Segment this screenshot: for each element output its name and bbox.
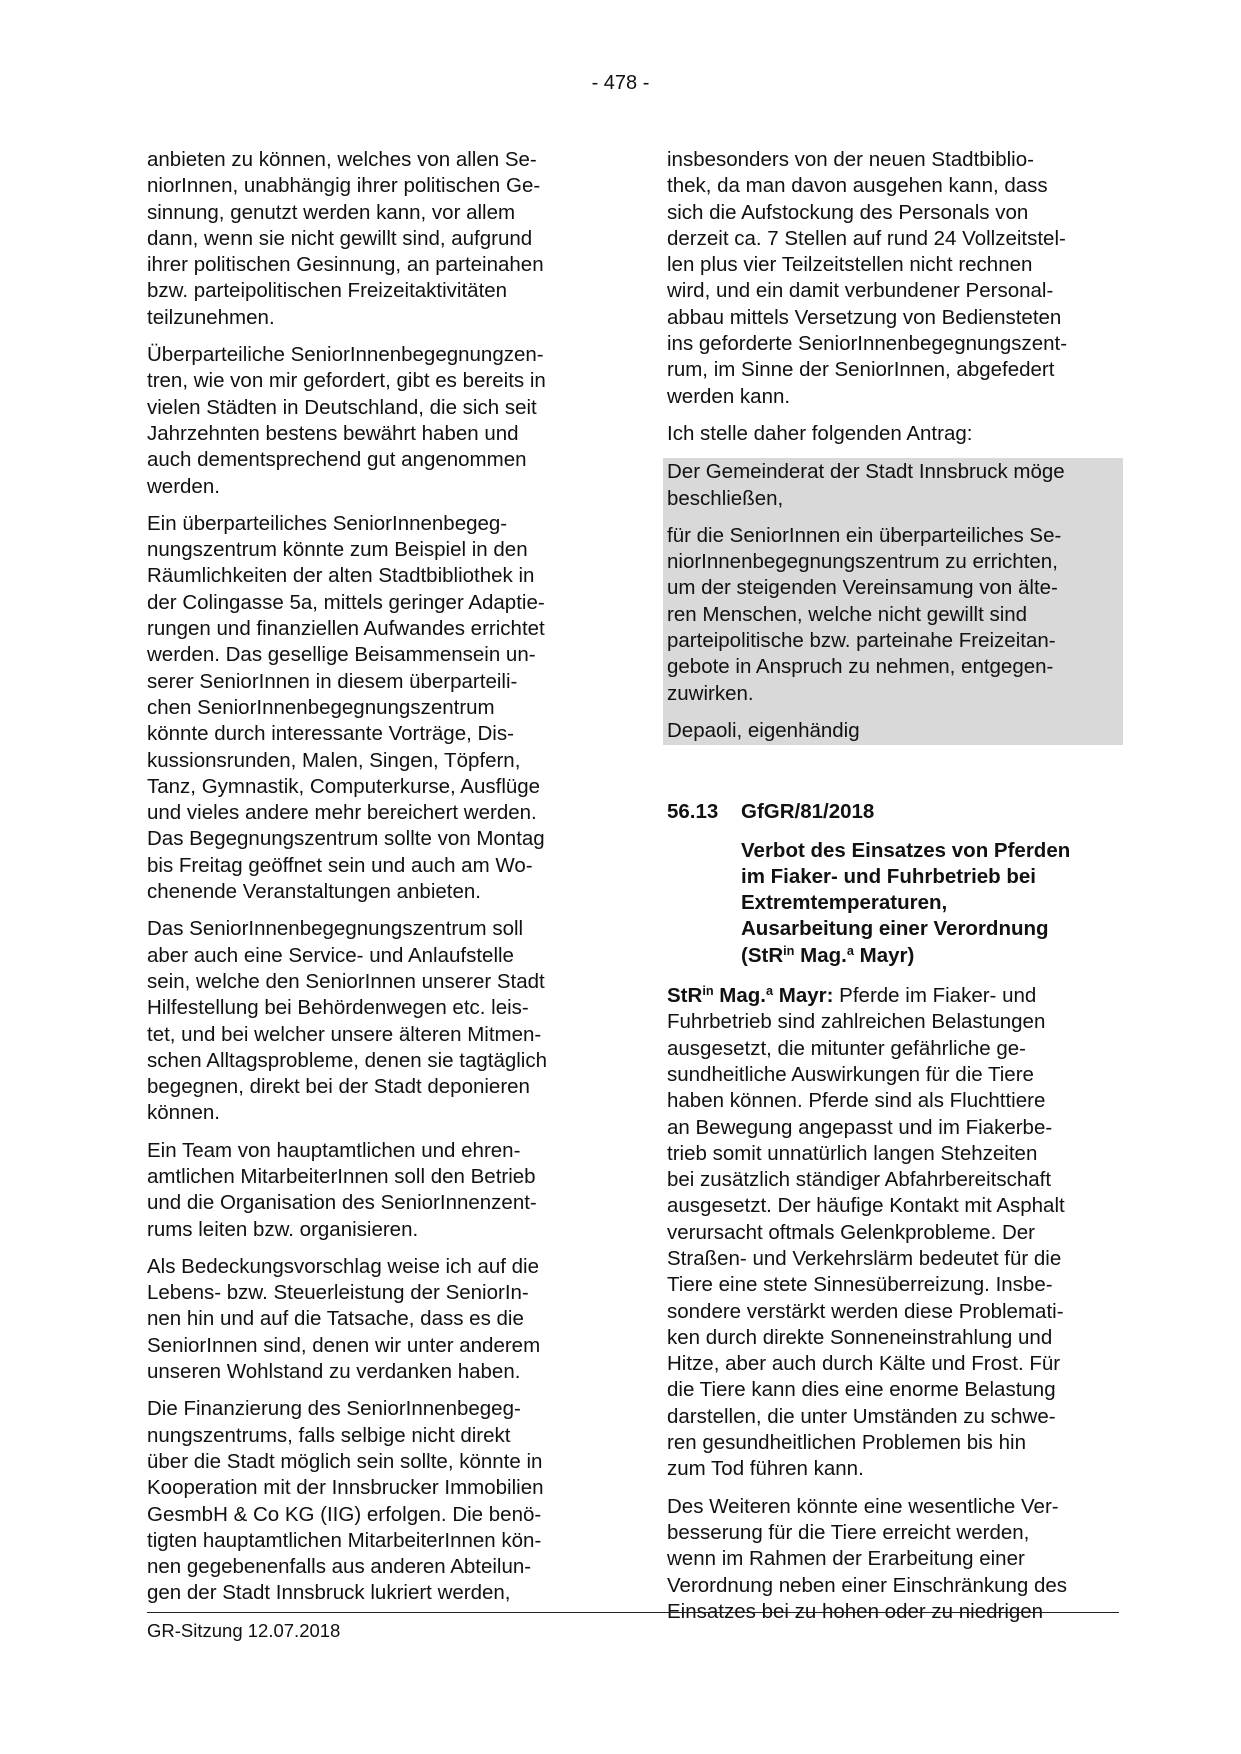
text-line: verursacht oftmals Gelenkprobleme. Der bbox=[667, 1220, 1036, 1244]
text-line: besserung für die Tiere erreicht werden, bbox=[667, 1520, 1030, 1544]
right-column bbox=[667, 147, 1119, 1636]
text-line: derzeit ca. 7 Stellen auf rund 24 Vollzeitstel- bbox=[667, 226, 1066, 250]
text-line: sich die Aufstockung des Personals von bbox=[667, 200, 1029, 224]
text-line: Überparteiliche SeniorInnenbegegnungzen- bbox=[147, 343, 544, 367]
text-line: schen Alltagsprobleme, denen sie tagtäglich bbox=[147, 1048, 548, 1072]
text-line: Der Gemeinderat der Stadt Innsbruck möge bbox=[667, 460, 1065, 484]
section-title bbox=[741, 838, 1119, 969]
text-line: gebote in Anspruch zu nehmen, entgegen- bbox=[667, 655, 1054, 679]
text-line: ken durch direkte Sonneneinstrahlung und bbox=[667, 1325, 1053, 1349]
footer-session-date: GR-Sitzung 12.07.2018 bbox=[147, 1620, 341, 1641]
text-line: sinnung, genutzt werden kann, vor allem bbox=[147, 200, 516, 224]
text-line: Einsatzes bei zu hohen oder zu niedrigen bbox=[667, 1599, 1044, 1623]
author-sup: a bbox=[846, 942, 854, 958]
text-line: SeniorInnen sind, denen wir unter anderem bbox=[147, 1333, 541, 1357]
text-line: Des Weiteren könnte eine wesentliche Ver- bbox=[667, 1494, 1059, 1518]
speech-paragraph bbox=[667, 983, 1119, 1483]
text-line: ihrer politischen Gesinnung, an parteinahen bbox=[147, 253, 544, 277]
text-line: Räumlichkeiten der alten Stadtbibliothek in bbox=[147, 564, 535, 588]
section-heading bbox=[667, 799, 1119, 825]
speaker-surname: Mayr: bbox=[773, 984, 834, 1008]
text-line: bzw. parteipolitischen Freizeitaktivitäten bbox=[147, 279, 508, 303]
text-line: Jahrzehnten bestens bewährt haben und bbox=[147, 421, 519, 445]
motion-signature bbox=[667, 718, 1119, 744]
speaker-title: Mag. bbox=[713, 984, 767, 1008]
text-line: Lebens- bzw. Steuerleistung der SeniorIn- bbox=[147, 1281, 529, 1305]
text-line: chenende Veranstaltungen anbieten. bbox=[147, 880, 481, 904]
text-line: abbau mittels Versetzung von Bediensteten bbox=[667, 305, 1062, 329]
text-line: Tanz, Gymnastik, Computerkurse, Ausflüge bbox=[147, 774, 541, 798]
text-line: Das SeniorInnenbegegnungszentrum soll bbox=[147, 917, 524, 941]
motion-box bbox=[663, 458, 1123, 745]
text-line: begegnen, direkt bei der Stadt deponieren bbox=[147, 1075, 530, 1099]
text-line: gen der Stadt Innsbruck lukriert werden, bbox=[147, 1581, 511, 1605]
closing-paragraph bbox=[667, 1494, 1119, 1625]
text-line: unseren Wohlstand zu verdanken haben. bbox=[147, 1360, 521, 1384]
text-line: tigten hauptamtlichen MitarbeiterInnen kön- bbox=[147, 1528, 542, 1552]
text-line: zum Tod führen kann. bbox=[667, 1457, 864, 1481]
text-line: teilzunehmen. bbox=[147, 305, 275, 329]
text-line: Ein Team von hauptamtlichen und ehren- bbox=[147, 1138, 521, 1162]
text-line: thek, da man davon ausgehen kann, dass bbox=[667, 174, 1048, 198]
text-line: anbieten zu können, welches von allen Se- bbox=[147, 148, 537, 171]
text-line: zuwirken. bbox=[667, 681, 754, 705]
text-fragment: Pferde im Fiaker- und bbox=[833, 984, 1037, 1008]
text-line: Fuhrbetrieb sind zahlreichen Belastungen bbox=[667, 1010, 1046, 1034]
text-line: wenn im Rahmen der Erarbeitung einer bbox=[667, 1547, 1025, 1571]
text-line: und die Organisation des SeniorInnenzent- bbox=[147, 1191, 537, 1215]
text-line: Die Finanzierung des SeniorInnenbegeg- bbox=[147, 1397, 521, 1421]
paragraph-financing bbox=[147, 1396, 597, 1606]
speaker-name bbox=[667, 984, 833, 1007]
text-line: tren, wie von mir gefordert, gibt es bereits in bbox=[147, 369, 546, 393]
text-line: Depaoli, eigenhändig bbox=[667, 718, 860, 742]
text-line: aber auch eine Service- und Anlaufstelle bbox=[147, 943, 514, 967]
text-line: haben können. Pferde sind als Fluchttiere bbox=[667, 1089, 1046, 1113]
author-sup: in bbox=[783, 942, 795, 958]
paragraph-service bbox=[147, 916, 597, 1126]
paragraph-coverage bbox=[147, 1254, 597, 1385]
text-line: sein, welche den SeniorInnen unserer Stadt bbox=[147, 969, 545, 993]
text-line: Kooperation mit der Innsbrucker Immobilien bbox=[147, 1476, 544, 1500]
text-line: werden. bbox=[147, 474, 220, 498]
text-line: Als Bedeckungsvorschlag weise ich auf die bbox=[147, 1254, 539, 1278]
text-line: wird, und ein damit verbundener Personal- bbox=[667, 279, 1054, 303]
section-code: GfGR/81/2018 bbox=[741, 800, 875, 824]
text-line: niorInnen, unabhängig ihrer politischen Ge- bbox=[147, 174, 541, 198]
text-line: und vieles andere mehr bereichert werden. bbox=[147, 801, 537, 825]
text-line: len plus vier Teilzeitstellen nicht rechnen bbox=[667, 253, 1033, 277]
text-line: insbesonders von der neuen Stadtbiblio- bbox=[667, 148, 1034, 171]
text-line: vielen Städten in Deutschland, die sich seit bbox=[147, 395, 537, 419]
motion-body bbox=[667, 523, 1119, 707]
title-line: Ausarbeitung einer Verordnung bbox=[741, 917, 1049, 941]
text-line: Straßen- und Verkehrslärm bedeutet für die bbox=[667, 1246, 1062, 1270]
paragraph-continuation bbox=[147, 147, 597, 331]
text-line: dann, wenn sie nicht gewillt sind, aufgrund bbox=[147, 226, 533, 250]
text-line: rum, im Sinne der SeniorInnen, abgefedert bbox=[667, 358, 1055, 382]
paragraph-location bbox=[147, 511, 597, 905]
text-line: bei zusätzlich ständiger Abfahrbereitschaft bbox=[667, 1168, 1052, 1192]
text-line: werden kann. bbox=[667, 384, 791, 408]
text-line: serer SeniorInnen in diesem überparteili- bbox=[147, 669, 518, 693]
text-line: könnte durch interessante Vorträge, Dis- bbox=[147, 722, 514, 746]
motion-preamble bbox=[667, 459, 1119, 512]
page-number: - 478 - bbox=[591, 72, 650, 94]
text-line: Ein überparteiliches SeniorInnenbegeg- bbox=[147, 511, 508, 535]
title-line: im Fiaker- und Fuhrbetrieb bei bbox=[741, 864, 1037, 888]
text-line: nen gegebenenfalls aus anderen Abteilun- bbox=[147, 1555, 532, 1579]
text-line: darstellen, die unter Umständen zu schwe- bbox=[667, 1404, 1056, 1428]
text-line: sundheitliche Auswirkungen für die Tiere bbox=[667, 1062, 1034, 1086]
title-author bbox=[741, 943, 1119, 969]
speaker-sup: a bbox=[766, 983, 774, 999]
text-line: rums leiten bzw. organisieren. bbox=[147, 1217, 419, 1241]
text-line: auch dementsprechend gut angenommen bbox=[147, 448, 527, 472]
speaker-prefix: StR bbox=[667, 984, 703, 1008]
text-line: der Colingasse 5a, mittels geringer Adaptie- bbox=[147, 590, 545, 614]
text-line: ren gesundheitlichen Problemen bis hin bbox=[667, 1431, 1026, 1455]
text-line: nen hin und auf die Tatsache, dass es die bbox=[147, 1307, 524, 1331]
speaker-sup: in bbox=[702, 983, 714, 999]
text-line: werden. Das gesellige Beisammensein un- bbox=[147, 643, 536, 667]
paragraph-library bbox=[667, 147, 1119, 410]
text-line: parteipolitische bzw. parteinahe Freizeitan- bbox=[667, 629, 1056, 653]
footer-divider bbox=[147, 1612, 1119, 1613]
text-line: tet, und bei welcher unsere älteren Mitmen- bbox=[147, 1022, 542, 1046]
text-line: amtlichen MitarbeiterInnen soll den Betrieb bbox=[147, 1164, 536, 1188]
text-line: ins geforderte SeniorInnenbegegnungszent- bbox=[667, 332, 1068, 356]
paragraph-team bbox=[147, 1138, 597, 1243]
text-line: um der steigenden Vereinsamung von älte- bbox=[667, 576, 1058, 600]
text-line: ausgesetzt. Der häufige Kontakt mit Asphalt bbox=[667, 1194, 1065, 1218]
text-line: für die SeniorInnen ein überparteiliches Se- bbox=[667, 523, 1062, 547]
text-line: Hitze, aber auch durch Kälte und Frost. Für bbox=[667, 1352, 1061, 1376]
author-name: Mayr) bbox=[853, 943, 915, 967]
text-line: Ich stelle daher folgenden Antrag: bbox=[667, 421, 973, 445]
text-line: können. bbox=[147, 1101, 220, 1125]
title-line: Verbot des Einsatzes von Pferden bbox=[741, 838, 1071, 862]
text-line: niorInnenbegegnungszentrum zu errichten, bbox=[667, 550, 1058, 574]
author-title: Mag. bbox=[794, 943, 847, 967]
text-line: nungszentrum könnte zum Beispiel in den bbox=[147, 538, 528, 562]
speech-first-line bbox=[667, 983, 1119, 1009]
section-number: 56.13 bbox=[667, 800, 719, 824]
text-line: chen SeniorInnenbegegnungszentrum bbox=[147, 695, 495, 719]
paragraph-examples bbox=[147, 342, 597, 500]
text-line: ausgesetzt, die mitunter gefährliche ge- bbox=[667, 1036, 1026, 1060]
text-line: sondere verstärkt werden diese Problemati- bbox=[667, 1299, 1064, 1323]
left-column bbox=[147, 147, 597, 1618]
text-line: beschließen, bbox=[667, 486, 784, 510]
text-line: ren Menschen, welche nicht gewillt sind bbox=[667, 602, 1028, 626]
text-line: die Tiere kann dies eine enorme Belastung bbox=[667, 1378, 1056, 1402]
request-statement bbox=[667, 421, 1119, 447]
text-line: GesmbH & Co KG (IIG) erfolgen. Die benö- bbox=[147, 1502, 542, 1526]
text-line: kussionsrunden, Malen, Singen, Töpfern, bbox=[147, 748, 521, 772]
text-line: nungszentrums, falls selbige nicht direkt bbox=[147, 1423, 511, 1447]
text-line: über die Stadt möglich sein sollte, könnte in bbox=[147, 1449, 543, 1473]
text-line: Das Begegnungszentrum sollte von Montag bbox=[147, 827, 545, 851]
text-line: trieb somit unnatürlich langen Stehzeiten bbox=[667, 1141, 1038, 1165]
text-line: bis Freitag geöffnet sein und auch am Wo- bbox=[147, 853, 533, 877]
text-line: Hilfestellung bei Behördenwegen etc. leis- bbox=[147, 996, 529, 1020]
text-line: Tiere eine stete Sinnesüberreizung. Insbe- bbox=[667, 1273, 1053, 1297]
text-line: Verordnung neben einer Einschränkung des bbox=[667, 1573, 1068, 1597]
text-line: rungen und finanziellen Aufwandes errichtet bbox=[147, 617, 545, 641]
author-prefix: (StR bbox=[741, 943, 784, 967]
text-line: an Bewegung angepasst und im Fiakerbe- bbox=[667, 1115, 1053, 1139]
title-line: Extremtemperaturen, bbox=[741, 891, 948, 915]
